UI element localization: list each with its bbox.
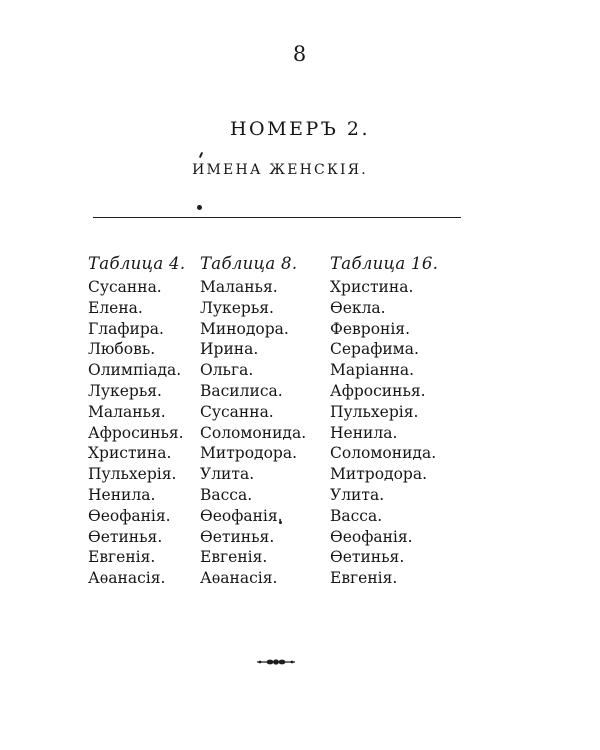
name-list xyxy=(88,277,185,589)
list-item: Улита. xyxy=(200,465,255,484)
name-list xyxy=(330,277,438,589)
list-item: Ѳетинья. xyxy=(200,527,275,546)
list-item: Евгенія. xyxy=(200,548,268,567)
list-item: Аѳанасія. xyxy=(200,569,278,588)
ornament-divider xyxy=(256,656,296,668)
list-item: Февронія. xyxy=(330,319,411,338)
list-item: Лукерья. xyxy=(200,298,274,317)
list-item: Митродора. xyxy=(330,465,427,484)
list-item: Евгенія. xyxy=(330,569,398,588)
list-item: Пульхерія. xyxy=(330,402,419,421)
list-item: Серафима. xyxy=(330,340,419,359)
list-item: Аѳанасія. xyxy=(88,569,166,588)
list-item: Христина. xyxy=(330,278,414,296)
table-header: Таблица 16. xyxy=(330,254,439,273)
print-speck xyxy=(199,152,203,158)
print-speck xyxy=(197,205,202,210)
table-column-2 xyxy=(200,253,306,589)
list-item: Ненила. xyxy=(88,485,156,504)
list-item: Ѳекла. xyxy=(330,298,386,317)
list-item: Улита. xyxy=(330,485,385,504)
table-header: Таблица 8. xyxy=(200,254,298,273)
list-item: Соломонида. xyxy=(200,423,307,442)
horizontal-rule xyxy=(93,217,461,218)
list-item: Маланья. xyxy=(88,402,166,421)
list-item: Христина. xyxy=(88,444,172,463)
list-item: Евгенія. xyxy=(88,548,156,567)
table-column-3 xyxy=(330,253,438,589)
list-item: Минодора. xyxy=(200,319,289,338)
page-number: 8 xyxy=(292,42,308,66)
name-list xyxy=(200,277,306,589)
table-header: Таблица 4. xyxy=(88,254,186,273)
list-item: Пульхерія. xyxy=(88,465,177,484)
list-item: Лукерья. xyxy=(88,381,162,400)
list-item: Ѳетинья. xyxy=(88,527,163,546)
list-item: Сусанна. xyxy=(88,278,162,296)
list-item: Ѳеофанія. xyxy=(200,506,283,525)
list-item: Глафира. xyxy=(88,319,164,338)
list-item: Маланья. xyxy=(200,278,278,296)
list-item: Маріанна. xyxy=(330,361,415,380)
list-item: Ненила. xyxy=(330,423,398,442)
list-item: Афросинья. xyxy=(330,381,426,400)
list-item: Ѳеофанія. xyxy=(88,506,171,525)
list-item: Соломонида. xyxy=(330,444,437,463)
list-item: Митродора. xyxy=(200,444,297,463)
section-title: НОМЕРЪ 2. xyxy=(229,118,371,140)
list-item: Ирина. xyxy=(200,340,259,359)
list-item: Елена. xyxy=(88,298,143,317)
list-item: Васса. xyxy=(330,506,383,525)
list-item: Ѳетинья. xyxy=(330,548,405,567)
list-item: Ѳеофанія. xyxy=(330,527,413,546)
list-item: Афросинья. xyxy=(88,423,184,442)
section-subtitle: ИМЕНА ЖЕНСКІЯ. xyxy=(192,162,368,178)
list-item: Ольга. xyxy=(200,361,254,380)
list-item: Любовь. xyxy=(88,340,156,359)
list-item: Василиса. xyxy=(200,381,283,400)
list-item: Васса. xyxy=(200,485,253,504)
name-tables xyxy=(0,253,600,613)
table-column-1 xyxy=(88,253,185,589)
list-item: Сусанна. xyxy=(200,402,274,421)
list-item: Олимпіада. xyxy=(88,361,182,380)
